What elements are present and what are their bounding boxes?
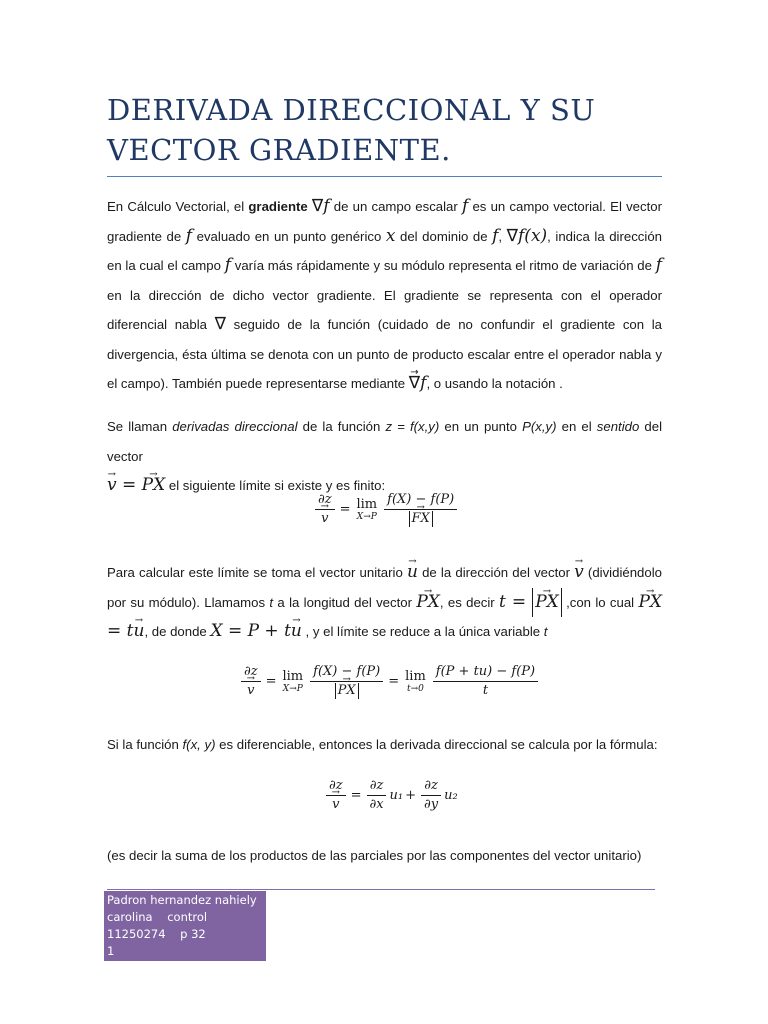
footer-line-1: Padron hernandez nahiely xyxy=(107,893,257,907)
math-f: f xyxy=(420,373,427,393)
text: , es decir xyxy=(439,594,500,610)
term-sentido: sentido xyxy=(596,419,640,434)
numerator: f(X) − f(P) xyxy=(310,664,383,682)
text: Si la función xyxy=(107,737,183,752)
math-f: f xyxy=(492,225,499,246)
footer-line-3: 11250274 p 32 xyxy=(107,927,206,941)
math-fx: f(x) xyxy=(518,225,548,246)
paragraph-directional-definition xyxy=(107,412,662,501)
math-fxy: f(x, y) xyxy=(182,737,216,752)
title-line-1: DERIVADA DIRECCIONAL Y SU xyxy=(107,93,596,127)
text: , y el límite se reduce a la única variable xyxy=(301,624,544,639)
math-f: f xyxy=(461,196,469,216)
text: , o usando la notación . xyxy=(426,376,563,391)
fraction-dz-dx xyxy=(366,778,386,813)
term-u2: u₂ xyxy=(444,788,458,803)
math-vector-v: → v xyxy=(107,471,117,501)
lim-text: lim xyxy=(356,497,378,512)
math-vector-px: → PX xyxy=(416,588,440,618)
math-pxy: P(x,y) xyxy=(522,419,557,434)
lim-subscript: X→P xyxy=(356,512,377,522)
denominator xyxy=(332,682,362,699)
math-vector-u: → u xyxy=(407,558,418,588)
numerator: f(X) − f(P) xyxy=(384,492,457,510)
lim-subscript: t→0 xyxy=(407,684,424,694)
nabla-symbol: ∇ xyxy=(311,196,324,216)
text: es diferenciable, entonces la derivada direccional se calcula por la fórmula: xyxy=(215,737,658,752)
math-equals: = xyxy=(116,475,142,495)
text: ,con lo cual xyxy=(561,594,639,610)
term-gradiente: gradiente xyxy=(248,199,308,214)
paragraph-differentiable xyxy=(107,730,662,760)
text: del vector xyxy=(107,419,663,464)
text: , de donde xyxy=(144,624,211,639)
text: , xyxy=(498,228,507,244)
limit-operator xyxy=(405,669,426,694)
paragraph-unit-vector xyxy=(107,558,662,647)
lim-text: lim xyxy=(282,669,304,684)
math-t: t xyxy=(269,594,274,610)
page-title xyxy=(107,90,667,170)
text: Se llaman xyxy=(107,419,173,434)
text: de un campo escalar xyxy=(329,199,462,214)
math-equals-t: = t xyxy=(107,621,134,641)
title-line-2: VECTOR GRADIENTE. xyxy=(107,133,451,167)
footer-page-number: 1 xyxy=(107,944,115,958)
numerator: ∂z xyxy=(421,778,441,796)
equals-sign: = xyxy=(339,502,351,517)
text: es un campo vectorial. El vector gradiente de xyxy=(107,199,662,244)
nabla-symbol: ∇ xyxy=(506,225,519,246)
math-z-fxy: z = f(x,y) xyxy=(385,419,440,434)
text: Para calcular este límite se toma el vector unitario xyxy=(107,565,407,580)
denominator: → v xyxy=(318,510,331,527)
title-underline xyxy=(107,176,662,177)
lim-subscript: X→P xyxy=(282,684,303,694)
formula-directional-limit xyxy=(312,492,460,527)
equals-sign: = xyxy=(265,674,277,689)
denominator: ∂y xyxy=(424,797,439,812)
formula-partials xyxy=(323,778,458,813)
fraction-limit-1 xyxy=(310,664,383,699)
math-x-equals: X = P + t xyxy=(210,621,291,641)
text: en el xyxy=(556,419,597,434)
fraction-dz-dv xyxy=(241,664,261,699)
fraction-limit xyxy=(384,492,457,527)
math-norm-px: → PX xyxy=(532,588,562,618)
text: del dominio de xyxy=(395,228,493,244)
text: evaluado en un punto genérico xyxy=(192,228,386,244)
limit-operator xyxy=(282,669,303,694)
term-derivadas-direccional: derivadas direccional xyxy=(172,419,298,434)
text: (es decir la suma de los productos de las parciales por las componentes del vector unitario) xyxy=(107,848,642,863)
math-vector-px: → PX xyxy=(142,471,166,501)
fraction-dz-dv xyxy=(315,492,335,527)
footer-rule xyxy=(107,889,655,890)
text: el siguiente límite si existe y es finito: xyxy=(165,478,386,493)
text: de la función xyxy=(297,419,386,434)
text: En Cálculo Vectorial, el xyxy=(107,199,249,214)
text: , indica la dirección en la cual el campo xyxy=(107,228,662,273)
limit-operator xyxy=(356,497,377,522)
math-f: f xyxy=(185,225,193,246)
math-t-equals: t = xyxy=(499,591,533,612)
denominator xyxy=(406,510,436,527)
numerator: ∂z xyxy=(367,778,387,796)
lim-text: lim xyxy=(405,669,426,684)
text: a la longitud del vector xyxy=(273,594,417,610)
text: seguido de la función (cuidado de no confundir el gradiente con la divergencia, ésta última se denota con un punto de producto escalar entre el operador nabla y el campo). También puede representarse mediante xyxy=(107,317,662,391)
text: de la dirección del vector xyxy=(417,565,575,580)
denominator: t xyxy=(482,683,489,698)
fraction-dz-dv xyxy=(326,778,346,813)
nabla-vector-symbol: → ∇ xyxy=(409,369,420,399)
numerator: ∂z xyxy=(241,664,261,682)
math-x: x xyxy=(385,225,396,246)
nabla-symbol: ∇ xyxy=(214,314,226,334)
fraction-dz-dy xyxy=(421,778,441,813)
numerator: ∂z xyxy=(315,492,335,510)
text: en un punto xyxy=(439,419,523,434)
math-f: f xyxy=(655,255,662,275)
denominator: → v xyxy=(244,682,257,699)
math-vector-u: → u xyxy=(291,617,302,647)
text: en la dirección de dicho vector gradiente. El gradiente se representa con el operador diferencial nabla xyxy=(107,287,662,332)
fraction-limit-2 xyxy=(433,664,538,699)
text: (dividiéndolo por su módulo). Llamamos xyxy=(107,565,662,610)
numerator: f(P + tu) − f(P) xyxy=(433,664,538,682)
term-u1: u₁ xyxy=(389,788,404,803)
math-f: f xyxy=(224,255,231,275)
footer-line-2: carolina control xyxy=(107,910,208,924)
numerator: ∂z xyxy=(326,778,346,796)
norm-px: → PX xyxy=(335,683,359,699)
equals-sign: = xyxy=(350,788,362,803)
math-vector-v: → v xyxy=(574,558,584,588)
norm-fx: → FX xyxy=(409,511,433,527)
math-vector-u: → u xyxy=(133,617,144,647)
paragraph-gradient-definition xyxy=(107,192,662,399)
text: varía más rápidamente y su módulo representa el ritmo de variación de xyxy=(230,258,656,273)
math-f: f xyxy=(323,196,330,216)
math-t: t xyxy=(543,624,548,639)
footer-author-box xyxy=(104,891,266,961)
formula-limit-reduction xyxy=(238,664,541,699)
equals-sign: = xyxy=(388,674,400,689)
plus-sign: + xyxy=(405,788,417,803)
denominator: → v xyxy=(329,796,342,813)
math-vector-px: → PX xyxy=(638,588,662,618)
denominator: ∂x xyxy=(369,797,384,812)
paragraph-summary xyxy=(107,841,662,871)
